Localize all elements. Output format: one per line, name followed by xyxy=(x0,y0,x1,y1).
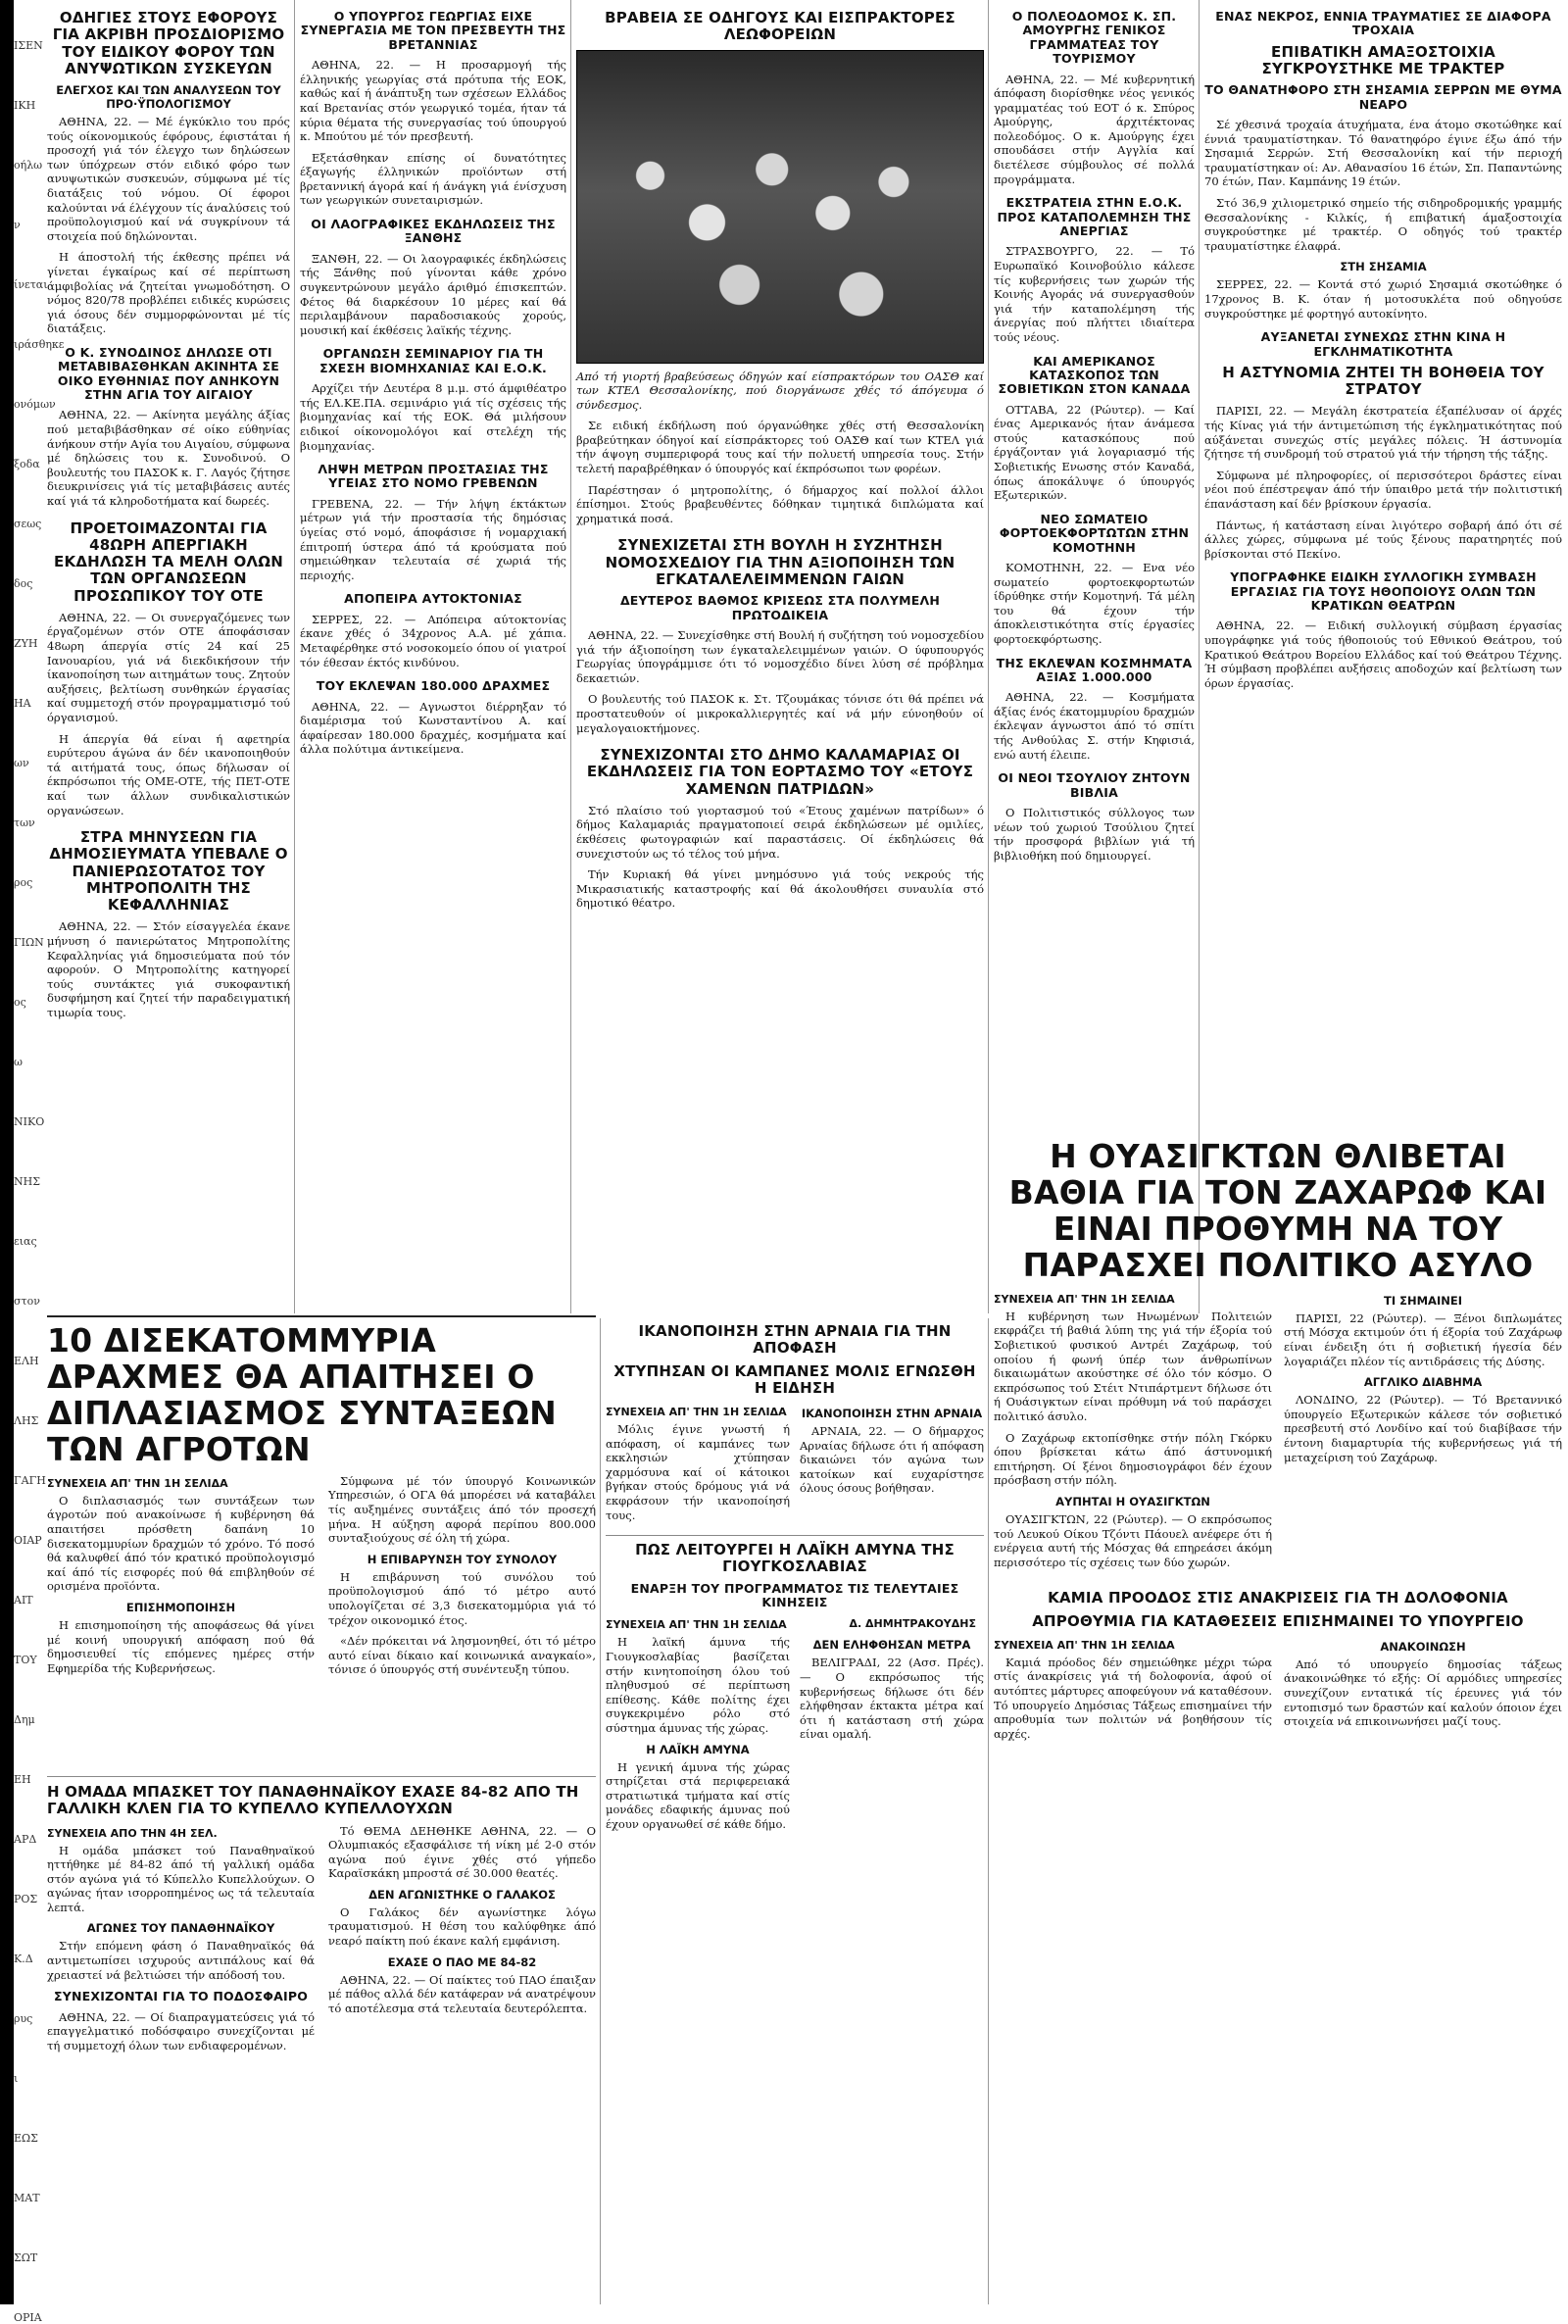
edge-fragment: ΤΟΥ xyxy=(14,1654,37,1666)
headline-china-crime: ΑΥΞΑΝΕΤΑΙ ΣΥΝΕΧΩΣ ΣΤΗΝ ΚΙΝΑ Η ΕΓΚΛΗΜΑΤΙΚΟΤΗΤΑ xyxy=(1260,329,1506,359)
agrotes-col-b xyxy=(328,1474,596,1684)
article-paragraph: Τό ΘΕΜΑ ΔΕΗΘΗΚΕ ΑΘΗΝΑ, 22. — Ο Ολυμπιακός εξασφάλισε τή νίκη μέ 2-0 στόν αγώνα πού έγινε χθές στό γήπεδο Καραϊσκάκη μπροστά σέ 30.000 θεατές. xyxy=(328,1823,596,1881)
article-paragraph: ΑΘΗΝΑ, 22. — Μέ κυβερνητική άπόφαση διορίσθηκε νέος γενικός γραμματέας τού ΕΟΤ ό κ. Σπύρος Αμούργης, άρχιτέκτονας πολεοδόμος. Ο κ. Αμούργης έχει σπουδάσει στήν Αγγλία καί διετέλεσε σύμβουλος σέ πολλά προγράμματα. xyxy=(994,72,1195,186)
continuation-label: ΣΥΝΕΧΕΙΑ ΑΠ' ΤΗΝ 1Η ΣΕΛΙΔΑ xyxy=(994,1638,1175,1652)
headline-courts: ΔΕΥΤΕΡΟΣ ΒΑΘΜΟΣ ΚΡΙΣΕΩΣ ΣΤΑ ΠΟΛΥΜΕΛΗ ΠΡΩΤΟΔΙΚΕΙΑ xyxy=(619,593,941,622)
article-paragraph: ΑΘΗΝΑ, 22. — Στόν είσαγγελέα έκανε μήνυση ό πανιερώτατος Μητροπολίτης Κεφαλληνίας γιά δημοσιεύματα πού τόν αφορούν. Ο Μητροπολίτης κατηγορεί τούς συντάκτες γιά συκοφαντική δυσφήμηση καί ζητεί τήν παραδειγματική τιμωρία τους. xyxy=(47,919,290,1019)
article-paragraph: ΑΘΗΝΑ, 22. — Ειδική συλλογική σύμβαση έργασίας υπογράφηκε γιά τούς ήθοποιούς τού Εθνικού Θεάτρου, τού Κρατικού Θεάτρου Βορείου Ελλάδος καί τού Θεάτρου Τέχνης. Ή σύμβαση προβλέπει αυξήσεις αποδοχών καί βελτίωση των όρων έργασίας. xyxy=(1204,618,1562,690)
arnaia-col-b xyxy=(800,1403,984,1529)
article-paragraph: Καμιά πρόοδος δέν σημειώθηκε μέχρι τώρα στίς άνακρίσεις γιά τή δολοφονία, άφού οί αυτόπτες μάρτυρες αποφεύγουν νά καταθέσουν. Τό υπουργείο Δημόσιας Τάξεως επισημαίνει τήν απροθυμία των πολιτών νά βοηθήσουν τίς αρχές. xyxy=(994,1655,1272,1741)
edge-fragment: Δημ xyxy=(14,1713,35,1726)
edge-fragment: ρος xyxy=(14,876,33,889)
headline-train-tractor: ΕΠΙΒΑΤΙΚΗ ΑΜΑΞΟΣΤΟΙΧΙΑ ΣΥΓΚΡΟΥΣΤΗΚΕ ΜΕ ΤΡΑΚΤΕΡ xyxy=(1261,42,1505,77)
column-rule xyxy=(988,0,989,1313)
headline-jewelry-theft: ΤΗΣ ΕΚΛΕΨΑΝ ΚΟΣΜΗΜΑΤΑ ΑΞΙΑΣ 1.000.000 xyxy=(996,655,1193,684)
edge-fragment: ος xyxy=(14,996,26,1009)
article-paragraph: Σύμφωνα μέ τόν ύπουργό Κοινωνικών Υπηρεσιών, ό ΟΓΑ θά μπορέσει νά καταβάλει τίς αυξημένες συντάξεις άπό τόν προσεχή μήνα. Η αύξηση αφορά περίπου 800.000 συνταξιούχους σέ όλη τή χώρα. xyxy=(328,1473,596,1546)
headline-arnaia: ΙΚΑΝΟΠΟΙΗΣΗ ΣΤΗΝ ΑΡΝΑΙΑ ΓΙΑ ΤΗΝ ΑΠΟΦΑΣΗ xyxy=(638,1322,952,1358)
subhead: ΙΚΑΝΟΠΟΙΗΣΗ ΣΤΗΝ ΑΡΝΑΙΑ xyxy=(801,1407,983,1420)
article-paragraph: Η άπεργία θά είναι ή αφετηρία ευρύτερου άγώνα άν δέν ικανοποιηθούν τά αιτήματά τους, όπως δήλωσαν οί έκπρόσωποι τής ΟΜΕ-ΟΤΕ, τής ΠΕΤ-ΟΤΕ καί των άλλων συνδικαλιστικών οργανώσεων. xyxy=(47,731,290,817)
article-paragraph: ΑΘΗΝΑ, 22. — Οί παίκτες τού ΠΑΟ έπαιξαν μέ πάθος αλλά δέν κατάφεραν νά ανατρέψουν τό αποτέλεσμα στά τελευταία δευτερόλεπτα. xyxy=(328,1972,596,2015)
edge-fragment: ΡΟΣ xyxy=(14,1893,38,1905)
article-paragraph: Ο Πολιτιστικός σύλλογος των νέων τού χωριού Τσούλιου ζητεί τήν προσφορά βιβλίων γιά τή βιβλιοθήκη πού δημιουργεί. xyxy=(994,805,1195,863)
article-paragraph: Η επισημοποίηση τής αποφάσεως θά γίνει μέ κοινή υπουργική απόφαση πού θά δημοσιευθεί τίς επόμενες ημέρες στήν Εφημερίδα τής Κυβερνήσεως. xyxy=(47,1617,315,1675)
article-paragraph: Ο Γαλάκος δέν αγωνίστηκε λόγω τραυματισμού. Η θέση του καλύφθηκε άπό νεαρό παίκτη πού έκανε καλή εμφάνιση. xyxy=(328,1904,596,1949)
subhead: ΑΓΓΛΙΚΟ ΔΙΑΒΗΜΑ xyxy=(1363,1375,1483,1390)
headline-spy-canada: ΚΑΙ ΑΜΕΡΙΚΑΝΟΣ ΚΑΤΑΣΚΟΠΟΣ ΤΩΝ ΣΟΒΙΕΤΙΚΩΝ ΣΤΟΝ ΚΑΝΑΔΑ xyxy=(998,353,1191,397)
headline-actors-contract: ΥΠΟΓΡΑΦΗΚΕ ΕΙΔΙΚΗ ΣΥΛΛΟΓΙΚΗ ΣΥΜΒΑΣΗ ΕΡΓΑΣΙΑΣ ΓΙΑ ΤΟΥΣ ΗΘΟΠΟΙΟΥΣ ΟΛΩΝ ΤΩΝ ΚΡΑΤΙΚΩΝ ΘΕΑΤΡΩΝ xyxy=(1230,569,1537,614)
subhead: ΤΙ ΣΗΜΑΙΝΕΙ xyxy=(1384,1293,1462,1308)
zaharov-story xyxy=(994,1137,1562,2299)
subhead: ΑΝΑΚΟΙΝΩΣΗ xyxy=(1380,1639,1466,1654)
subhead: ΔΕΝ ΑΓΩΝΙΣΤΗΚΕ Ο ΓΑΛΑΚΟΣ xyxy=(368,1887,556,1902)
edge-fragment: ΝΙΚΟ xyxy=(14,1115,45,1128)
author-signature: Δ. ΔΗΜΗΤΡΑΚΟΥΔΗΣ xyxy=(849,1617,976,1631)
headline-suicide-attempt: ΑΠΟΠΕΙΡΑ ΑΥΤΟΚΤΟΝΙΑΣ xyxy=(344,591,522,607)
edge-fragment: ΙΚΗ xyxy=(14,99,36,112)
headline-bells: ΧΤΥΠΗΣΑΝ ΟΙ ΚΑΜΠΑΝΕΣ ΜΟΛΙΣ ΕΓΝΩΣΘΗ Η ΕΙΔΗΣΗ xyxy=(613,1361,976,1397)
article-paragraph: ΑΘΗΝΑ, 22. — Αγνωστοι διέρρηξαν τό διαμέρισμα τού Κωνσταντίνου Α. καί άφαίρεσαν 180.000 δραχμές, κοσμήματα καί άλλα πολύτιμα άντικείμενα. xyxy=(300,699,566,757)
murder-col-b xyxy=(1284,1636,1562,1749)
article-paragraph: ΣΤΡΑΣΒΟΥΡΓΟ, 22. — Τό Ευρωπαϊκό Κοινοβούλιο κάλεσε τίς κυβερνήσεις των χωρών τής Κοινής Αγοράς νά συνεργασθούν γιά τήν καταπολέμηση τής άνεργίας πού πλήττει ιδιαίτερα τούς νέους. xyxy=(994,244,1195,344)
article-paragraph: Μόλις έγινε γνωστή ή απόφαση, οί καμπάνες των εκκλησιών χτύπησαν χαρμόσυνα καί οί κάτοικοι βγήκαν στούς δρόμους γιά νά εκφράσουν τήν ικανοποίησή τους. xyxy=(606,1422,790,1522)
edge-fragment: ω xyxy=(14,1056,23,1068)
article-paragraph: Σέ χθεσινά τροχαία άτυχήματα, ένα άτομο σκοτώθηκε καί έννιά τραυματίστηκαν. Τό θανατηφόρο έγινε έξω άπό τήν Σησαμιά Σερρών. Στή Θεσσαλονίκη καί τήν περιοχή τραυματίστηκαν οί: Αν. Αθανασίου 16 έτών, Σπ. Παπαντώνης 70 έτών, Παν. Καμπάνης 19 έτών. xyxy=(1204,118,1562,189)
sports-col-b xyxy=(328,1824,596,2060)
article-paragraph: Πάντως, ή κατάσταση είναι λιγότερο σοβαρή άπό ότι σέ άλλες χώρες, σύμφωνα μέ τούς ξένους παρατηρητές πού βρίσκονται στό Πεκίνο. xyxy=(1204,518,1562,561)
photo-caption: Από τή γιορτή βραβεύσεως όδηγών καί είσπρακτόρων του ΟΑΣΘ καί των ΚΤΕΛ Θεσσαλονίκης, πού διοργάνωσε χθές τό άπόγευμα ό σύνδεσμος. xyxy=(576,369,984,412)
edge-fragment: ων xyxy=(14,757,29,769)
article-paragraph: Η κυβέρνηση των Ηνωμένων Πολιτειών εκφράζει τή βαθιά λύπη της γιά τήν έξορία τού Σοβιετικού φυσικού Αντρέι Ζαχάρωφ, τού οποίου ή φωνή ύπέρ των άνθρωπίνων δικαιωμάτων ακούστηκε σέ όλο τόν κόσμο. Ο εκπρόσωπος τού Στέιτ Ντιπάρτμεντ δήλωσε ότι ή Ουάσιγκτων είναι πρόθυμη νά τού παράσχει πολιτικό άσυλο. xyxy=(994,1309,1272,1423)
article-paragraph: ΑΘΗΝΑ, 22. — Ακίνητα μεγάλης άξίας πού μεταβιβάσθηκαν σέ οίκο εύθηνίας άνήκουν στήν Αγία του Αιγαίου, σύμφωνα μέ δηλώσεις του κ. Συνοδινού. Ο βουλευτής του ΠΑΣΟΚ κ. Γ. Λαγός ζήτησε διευκρινίσεις γιά τίς μεταβιβάσεις αυτές καί γιά τά κληροδοτήματα καί δωρεές. xyxy=(47,408,290,508)
headline-komotini-union: ΝΕΟ ΣΩΜΑΤΕΙΟ ΦΟΡΤΟΕΚΦΟΡΤΩΤΩΝ ΣΤΗΝ ΚΟΜΟΤΗΝΗ xyxy=(999,511,1190,555)
headline-tourism-secretary: Ο ΠΟΛΕΟΔΟΜΟΣ Κ. ΣΠ. ΑΜΟΥΡΓΗΣ ΓΕΝΙΚΟΣ ΓΡΑΜΜΑΤΕΑΣ ΤΟΥ ΤΟΥΡΙΣΜΟΥ xyxy=(1011,9,1177,67)
arnaia-col-a xyxy=(606,1403,790,1529)
section-rule xyxy=(47,1315,596,1317)
murder-col-a xyxy=(994,1636,1272,1749)
edge-fragment: στον xyxy=(14,1295,40,1308)
edge-fragment: ΑΡΔ xyxy=(14,1833,37,1846)
column-2 xyxy=(300,8,566,1311)
edge-fragment: ΑΙΤ xyxy=(14,1594,33,1607)
headline-football: ΣΥΝΕΧΙΖΟΝΤΑΙ ΓΙΑ ΤΟ ΠΟΔΟΣΦΑΙΡΟ xyxy=(53,1989,309,2004)
headline-accidents: ΕΝΑΣ ΝΕΚΡΟΣ, ΕΝΝΙΑ ΤΡΑΥΜΑΤΙΕΣ ΣΕ ΔΙΑΦΟΡΑ ΤΡΟΧΑΙΑ xyxy=(1215,9,1551,38)
article-paragraph: Η γενική άμυνα τής χώρας στηρίζεται στά περιφερειακά στρατιωτικά τμήματα καί στίς μονάδες εδαφικής άμυνας πού έχουν οργανωθεί σέ κάθε δήμο. xyxy=(606,1759,790,1831)
edge-fragment: ιράσθηκε xyxy=(14,338,65,351)
article-paragraph: ΚΟΜΟΤΗΝΗ, 22. — Ενα νέο σωματείο φορτοεκφορτωτών ίδρύθηκε στήν Κομοτηνή. Τά μέλη του θά έχουν τήν άποκλειστικότητα στίς έργασίες φορτοεκφόρτωσης. xyxy=(994,560,1195,646)
headline-eec-unemployment: ΕΚΣΤΡΑΤΕΙΑ ΣΤΗΝ Ε.Ο.Κ. ΠΡΟΣ ΚΑΤΑΠΟΛΕΜΗΣΗ ΤΗΣ ΑΝΕΡΓΙΑΣ xyxy=(997,195,1192,238)
headline-reluctance: ΑΠΡΟΘΥΜΙΑ ΓΙΑ ΚΑΤΑΘΕΣΕΙΣ ΕΠΙΣΗΜΑΙΝΕΙ ΤΟ ΥΠΟΥΡΓΕΙΟ xyxy=(1032,1611,1524,1630)
article-paragraph: ΠΑΡΙΣΙ, 22. — Μεγάλη έκστρατεία έξαπέλυσαν οί άρχές τής Κίνας γιά τήν άντιμετώπιση τής έγκληματικότητας πού αύξάνεται συνεχώς στίς μεγάλες πόλεις. Ή άστυνομία ζήτησε τή συνδρομή τού στρατού γιά τήν τήρηση τής τάξης. xyxy=(1204,404,1562,462)
edge-fragment: των xyxy=(14,816,35,829)
article-paragraph: Παρέστησαν ό μητροπολίτης, ό δήμαρχος καί πολλοί άλλοι έπίσημοι. Στούς βραβευθέντες δόθηκαν τιμητικά διπλώματα καί χρηματικά ποσά. xyxy=(576,482,984,525)
article-paragraph: Η άποστολή τής έκθεσης πρέπει νά γίνεται έγκαίρως καί σέ περίπτωση άμφιβολίας νά ζητείται γνωμοδότηση. Ο νόμος 820/78 προβλέπει ειδικές κυρώσεις γιά όσους δέν συμμορφώνονται μέ τίς διατάξεις. xyxy=(47,250,290,336)
article-paragraph: Σύμφωνα μέ πληροφορίες, οί περισσότεροι δράστες είναι νέοι πού έπέστρεψαν άπό τήν ύπαιθρο μετά τήν πολιτιστική έπανάσταση καί δέν βρίσκουν έργασία. xyxy=(1204,468,1562,511)
article-paragraph: Η επιβάρυνση τού συνόλου τού προϋπολογισμού άπό τό μέτρο αυτό υπολογίζεται σέ 3,3 δισεκατομμύρια γιά τό τρέχον οικονομικό έτος. xyxy=(328,1569,596,1627)
edge-fragment: ΖΥΗ xyxy=(14,637,38,650)
edge-fragment: Κ.Δ xyxy=(14,1953,33,1965)
headline-grevena-health: ΛΗΨΗ ΜΕΤΡΩΝ ΠΡΟΣΤΑΣΙΑΣ ΤΗΣ ΥΓΕΙΑΣ ΣΤΟ ΝΟΜΟ ΓΡΕΒΕΝΩΝ xyxy=(318,462,549,491)
headline-agriculture-minister: Ο ΥΠΟΥΡΓΟΣ ΓΕΩΡΓΙΑΣ ΕΙΧΕ ΣΥΝΕΡΓΑΣΙΑ ΜΕ ΤΟΝ ΠΡΕΣΒΕΥΤΗ ΤΗΣ ΒΡΕΤΑΝΝΙΑΣ xyxy=(300,9,566,52)
article-paragraph: Ο Ζαχάρωφ εκτοπίσθηκε στήν πόλη Γκόρκυ όπου βρίσκεται κάτω άπό άστυνομική επιτήρηση. Οί ξένοι δημοσιογράφοι δέν έχουν πρόσβαση στήν πόλη. xyxy=(994,1430,1272,1488)
article-paragraph: ΟΤΤΑΒΑ, 22 (Ρώυτερ). — Καί ένας Αμερικανός ήταν άνάμεσα στούς κατασκόπους πού έργάζονταν γιά λογαριασμό τής Σοβιετικής Ενωσης στόν Καναδά, όπως άποκάλυψε ό ύπουργός Εξωτερικών. xyxy=(994,402,1195,503)
article-paragraph: ΒΕΛΙΓΡΑΔΙ, 22 (Ασσ. Πρές). — Ο εκπρόσωπος τής κυβερνήσεως δήλωσε ότι δέν ελήφθησαν έκτακτα μέτρα καί ότι ή κατάσταση στή χώρα είναι ομαλή. xyxy=(800,1656,984,1742)
headline-xanthi: ΟΙ ΛΑΟΓΡΑΦΙΚΕΣ ΕΚΔΗΛΩΣΕΙΣ ΤΗΣ ΞΑΝΘΗΣ xyxy=(311,217,556,246)
article-paragraph: ΑΡΝΑΙΑ, 22. — Ο δήμαρχος Αρναίας δήλωσε ότι ή απόφαση δικαιώνει τόν αγώνα των κατοίκων καί ευχαρίστησε όλους όσους βοήθησαν. xyxy=(800,1424,984,1496)
edge-fragment: ν xyxy=(14,219,21,231)
edge-fragment: ΕΩΣ xyxy=(14,2132,38,2145)
sports-col-a xyxy=(47,1824,315,2060)
subhead: ΑΥΠΗΤΑΙ Η ΟΥΑΣΙΓΚΤΩΝ xyxy=(1055,1494,1210,1508)
headline-zaharov: Η ΟΥΑΣΙΓΚΤΩΝ ΘΛΙΒΕΤΑΙ ΒΑΘΙΑ ΓΙΑ ΤΟΝ ΖΑΧΑΡΩΦ ΚΑΙ ΕΙΝΑΙ ΠΡΟΘΥΜΗ ΝΑ ΤΟΥ ΠΑΡΑΣΧΕΙ ΠΟΛΙΤΙΚΟ ΑΣΥΛΟ xyxy=(1008,1137,1547,1284)
edge-fragment: ονόμων xyxy=(14,398,56,411)
edge-fragment: σεως xyxy=(14,518,42,530)
zaharov-col-a xyxy=(994,1290,1272,1577)
continuation-label: ΣΥΝΕΧΕΙΑ ΑΠ' ΤΗΝ 1Η ΣΕΛΙΔΑ xyxy=(606,1406,787,1418)
headline-metropolitan: ΣΤΡΑ ΜΗΝΥΣΕΩΝ ΓΙΑ ΔΗΜΟΣΙΕΥΜΑΤΑ ΥΠΕΒΑΛΕ Ο ΠΑΝΙΕΡΩΣΟΤΑΤΟΣ ΤΟΥ ΜΗΤΡΟΠΟΛΙΤΗ ΤΗΣ ΚΕΦΑΛΛΗΝΙΑΣ xyxy=(49,828,288,915)
adjacent-page-edge xyxy=(14,0,65,2324)
edge-fragment: ίνεται xyxy=(14,278,48,291)
edge-fragment: ρυς xyxy=(14,2012,33,2025)
section-rule xyxy=(47,1776,596,1777)
headline-ote-strike: ΠΡΟΕΤΟΙΜΑΖΟΝΤΑΙ ΓΙΑ 48ΩΡΗ ΑΠΕΡΓΙΑΚΗ ΕΚΔΗΛΩΣΗ ΤΑ ΜΕΛΗ ΟΛΩΝ ΤΩΝ ΟΡΓΑΝΩΣΕΩΝ ΠΡΟΣΩΠΙΚΟΥ ΤΟΥ ΟΤΕ xyxy=(54,519,283,605)
middle-lower-section xyxy=(606,1321,984,2299)
headline-books: ΟΙ ΝΕΟΙ ΤΣΟΥΛΙΟΥ ΖΗΤΟΥΝ ΒΙΒΛΙΑ xyxy=(998,770,1191,800)
edge-fragment: ΟΡΙΑ xyxy=(14,2311,42,2324)
headline-pensions: 10 ΔΙΣΕΚΑΤΟΜΜΥΡΙΑ ΔΡΑΧΜΕΣ ΘΑ ΑΠΑΙΤΗΣΕΙ Ο ΔΙΠΛΑΣΙΑΣΜΟΣ ΣΥΝΤΑΞΕΩΝ ΤΩΝ ΑΓΡΟΤΩΝ xyxy=(47,1321,557,1468)
article-paragraph: ΑΘΗΝΑ, 22. — Συνεχίσθηκε στή Βουλή ή συζήτηση τού νομοσχεδίου γιά τήν άξιοποίηση των έγκαταλελειμμένων γαιών. Ο ύφυπουργός Γεωργίας ύπογράμμισε ότι τό νομοσχέδιο δίνει λύση σέ πρόβλημα δεκαετιών. xyxy=(576,627,984,685)
page-margin-shadow xyxy=(0,0,14,2304)
headline-sisamia: ΤΟ ΘΑΝΑΤΗΦΟΡΟ ΣΤΗ ΣΗΣΑΜΙΑ ΣΕΡΡΩΝ ΜΕ ΘΥΜΑ ΝΕΑΡΟ xyxy=(1204,82,1562,112)
continuation-label: ΣΥΝΕΧΕΙΑ ΑΠ' ΤΗΝ 1Η ΣΕΛΙΔΑ xyxy=(994,1292,1175,1306)
subhead: ΔΕΝ ΕΛΗΦΘΗΣΑΝ ΜΕΤΡΑ xyxy=(812,1638,971,1653)
headline-synodinos: Ο Κ. ΣΥΝΟΔΙΝΟΣ ΔΗΛΩΣΕ ΟΤΙ ΜΕΤΑΒΙΒΑΣΘΗΚΑΝ ΑΚΙΝΗΤΑ ΣΕ ΟΙΚΟ ΕΥΘΗΝΙΑΣ ΠΟΥ ΑΝΗΚΟΥΝ ΣΤΗΝ ΑΓΙΑ ΤΟΥ ΑΙΓΑΙΟΥ xyxy=(57,344,280,403)
article-paragraph: Εξετάσθηκαν επίσης οί δυνατότητες έξαγωγής έλληνικών προϊόντων στή βρεταννική άγορά καί ή άνάγκη γιά ένίσχυση των γεωργικών συνεταιρισμών. xyxy=(300,150,566,208)
column-rule xyxy=(988,1318,989,2304)
edge-fragment: ΜΑΤ xyxy=(14,2192,40,2204)
article-paragraph: ΣΕΡΡΕΣ, 22. — Κοντά στό χωριό Σησαμιά σκοτώθηκε ό 17χρονος Β. Κ. όταν ή μοτοσυκλέτα πού οδηγούσε συγκρούστηκε μέ φορτηγό αυτοκίνητο. xyxy=(1204,277,1562,321)
edge-fragment: ΗΑ xyxy=(14,697,31,710)
article-paragraph: ΑΘΗΝΑ, 22. — Κοσμήματα άξίας ένός έκατομμυρίου δραχμών έκλεψαν άγνωστοι άπό τό σπίτι τής Ανθούλας Σ. στήν Κηφισιά, ενώ αυτή έλειπε. xyxy=(994,690,1195,762)
column-rule xyxy=(600,1318,601,2304)
edge-fragment: ΟΙΑΡ xyxy=(14,1534,42,1547)
article-paragraph: ΟΥΑΣΙΓΚΤΩΝ, 22 (Ρώυτερ). — Ο εκπρόσωπος τού Λευκού Οίκου Τζόντι Πάουελ ανέφερε ότι ή ενέργεια αυτή τής Μόσχας θά επηρεάσει άκόμη περισσότερο τίς σχέσεις των δύο χωρών. xyxy=(994,1511,1272,1569)
edge-fragment: ΓΑΓΗ xyxy=(14,1474,46,1487)
column-1 xyxy=(47,8,290,1311)
headline-yugoslavia-defense: ΠΩΣ ΛΕΙΤΟΥΡΓΕΙ Η ΛΑΪΚΗ ΑΜΥΝΑ ΤΗΣ ΓΙΟΥΓΚΟΣΛΑΒΙΑΣ xyxy=(635,1541,955,1576)
article-paragraph: Αρχίζει τήν Δευτέρα 8 μ.μ. στό άμφιθέατρο τής ΕΛ.ΚΕ.ΠΑ. σεμινάριο γιά τίς σχέσεις τής βιομηχανίας καί τής ΕΟΚ. Θά μιλήσουν ειδικοί οίκονομολόγοι καί στελέχη τής βιομηχανίας. xyxy=(300,381,566,453)
headline-bus-awards: ΒΡΑΒΕΙΑ ΣΕ ΟΔΗΓΟΥΣ ΚΑΙ ΕΙΣΠΡΑΚΤΟΡΕΣ ΛΕΩΦΟΡΕΙΩΝ xyxy=(605,9,956,44)
headline-panathinaikos: Η ΟΜΑΔΑ ΜΠΑΣΚΕΤ ΤΟΥ ΠΑΝΑΘΗΝΑΪΚΟΥ ΕΧΑΣΕ 84-82 ΑΠΟ ΤΗ ΓΑΛΛΙΚΗ ΚΛΕΝ ΓΙΑ ΤΟ ΚΥΠΕΛΛΟ ΚΥΠΕΛΛΟΥΧΩΝ xyxy=(47,1783,579,1818)
edge-fragment: ΓΙΩΝ xyxy=(14,936,44,949)
article-paragraph: Η ομάδα μπάσκετ τού Παναθηναϊκού ηττήθηκε μέ 84-82 άπό τή γαλλική ομάδα στόν αγώνα γιά τό Κύπελλο Κυπελλούχων. Ο αγώνας ήταν ισορροπημένος ως τά τελευταία λεπτά. xyxy=(47,1843,315,1914)
continuation-label: ΣΥΝΕΧΕΙΑ ΑΠ' ΤΗΝ 1Η ΣΕΛΙΔΑ xyxy=(47,1476,228,1490)
edge-fragment: ΛΗΣ xyxy=(14,1414,39,1427)
column-4 xyxy=(994,8,1195,1311)
edge-fragment: ξοδα xyxy=(14,458,40,470)
article-paragraph: Η λαϊκή άμυνα τής Γιουγκοσλαβίας βασίζεται στήν κινητοποίηση όλου τού πληθυσμού σέ περίπτωση επίθεσης. Κάθε πολίτης έχει συγκεκριμένο ρόλο στό σύστημα άμυνας τής χώρας. xyxy=(606,1635,790,1735)
headline-theft: ΤΟΥ ΕΚΛΕΨΑΝ 180.000 ΔΡΑΧΜΕΣ xyxy=(316,678,551,694)
article-paragraph: Από τό υπουργείο δημοσίας τάξεως άνακοινώθηκε τό εξής: Οί αρμόδιες υπηρεσίες συνεχίζουν εντατικά τίς έρευνες γιά τόν εντοπισμό των δραστών καί καλούν όποιον έχει στοιχεία νά επικοινωνήσει μαζί τους. xyxy=(1284,1656,1562,1729)
subhead: Η ΛΑΪΚΗ ΑΜΥΝΑ xyxy=(646,1742,750,1756)
edge-fragment: ΣΩΤ xyxy=(14,2251,38,2264)
article-paragraph: Στό πλαίσιο τού γιορτασμού τού «Έτους χαμένων πατρίδων» ό δήμος Καλαμαριάς πραγματοποιεί σειρά έκδηλώσεων μέ ομιλίες, έκθέσεις φωτογραφιών καί παραστάσεις. Οί έκδηλώσεις θά συνεχιστούν ως τό τέλος τού μήνα. xyxy=(576,803,984,861)
continuation-label: ΣΥΝΕΧΕΙΑ ΑΠΟ ΤΗΝ 4Η ΣΕΛ. xyxy=(47,1826,218,1840)
article-paragraph: Ο διπλασιασμός των συντάξεων των άγροτών πού ανακοίνωσε ή κυβέρνηση θά απαιτήσει πρόσθετη δαπάνη 10 δισεκατομμυρίων δραχμών τό χρόνο. Τό ποσό θά καλυφθεί άπό τόν κρατικό προϋπολογισμό καί άπό τίς εισφορές πού θά επιβληθούν σέ ορισμένα προϊόντα. xyxy=(47,1493,315,1594)
yugo-col-a xyxy=(606,1615,790,1838)
article-paragraph: ΓΡΕΒΕΝΑ, 22. — Τήν λήψη έκτάκτων μέτρων γιά τήν προστασία τής δημόσιας ύγείας στό νομό, άποφάσισε ή νομαρχιακή έπιτροπή ύστερα άπό τά κρούσματα πού σημειώθηκαν τελευταία σέ χωριά τής περιοχής. xyxy=(300,496,566,582)
agrotes-story xyxy=(47,1321,596,1772)
headline-seminar: ΟΡΓΑΝΩΣΗ ΣΕΜΙΝΑΡΙΟΥ ΓΙΑ ΤΗ ΣΧΕΣΗ ΒΙΟΜΗΧΑΝΙΑΣ ΚΑΙ Ε.Ο.Κ. xyxy=(319,346,547,375)
article-paragraph: ΣΕΡΡΕΣ, 22. — Απόπειρα αύτοκτονίας έκανε χθές ό 34χρονος Α.Α. μέ χάπια. Μεταφέρθηκε στό νοσοκομείο όπου οί γιατροί τόν έθεσαν έκτός κινδύνου. xyxy=(300,612,566,669)
article-paragraph: ΑΘΗΝΑ, 22. — Μέ έγκύκλιο του πρός τούς οίκονομικούς έφόρους, έφιστάται ή προσοχή γιά τόν έλεγχο των δηλώσεων των ύπόχρεων στόν ειδικό φόρο των ανυψωτικών συσκευών, σύμφωνα μέ τίς διατάξεις τού νόμου. Οί έφοροι καλούνται νά έλέγχουν τίς άναλύσεις τού προϋπολογισμού καί νά συγκρίνουν τά στοιχεία πού δηλώνονται. xyxy=(47,115,290,243)
headline-tax-devices: ΟΔΗΓΙΕΣ ΣΤΟΥΣ ΕΦΟΡΟΥΣ ΓΙΑ ΑΚΡΙΒΗ ΠΡΟΣΔΙΟΡΙΣΜΟ ΤΟΥ ΕΙΔΙΚΟΥ ΦΟΡΟΥ ΤΩΝ ΑΝΥΨΩΤΙΚΩΝ ΣΥΣΚΕΥΩΝ xyxy=(52,9,285,77)
subhead: Η ΕΠΙΒΑΡΥΝΣΗ ΤΟΥ ΣΥΝΟΛΟΥ xyxy=(367,1552,558,1566)
article-paragraph: «Δέν πρόκειται νά λησμονηθεί, ότι τό μέτρο αυτό είναι δίκαιο καί κοινωνικά αναγκαίο», τόνισε ό ύπουργός στή συνέντευξη τύπου. xyxy=(328,1634,596,1677)
section-rule xyxy=(606,1535,984,1536)
headline-kalamaria: ΣΥΝΕΧΙΖΟΝΤΑΙ ΣΤΟ ΔΗΜΟ ΚΑΛΑΜΑΡΙΑΣ ΟΙ ΕΚΔΗΛΩΣΕΙΣ ΓΙΑ ΤΟΝ ΕΟΡΤΑΣΜΟ ΤΟΥ «ΕΤΟΥΣ ΧΑΜΕΝΩΝ ΠΑΤΡΙΔΩΝ» xyxy=(586,746,974,798)
headline-police-army: Η ΑΣΤΥΝΟΜΙΑ ΖΗΤΕΙ ΤΗ ΒΟΗΘΕΙΑ ΤΟΥ ΣΤΡΑΤΟΥ xyxy=(1222,363,1544,399)
edge-fragment: δος xyxy=(14,577,33,590)
article-paragraph: Στό 36,9 χιλιομετρικό σημείο τής σιδηροδρομικής γραμμής Θεσσαλονίκης - Κιλκίς, ή επιβατική άμαξοστοιχία συγκρούστηκε μέ τρακτέρ. Ο οδηγός τού τρακτέρ τραυματίστηκε έλαφρά. xyxy=(1204,195,1562,253)
edge-fragment: οήλω xyxy=(14,159,43,172)
subhead: ΣΤΗ ΣΗΣΑΜΙΑ xyxy=(1340,260,1427,274)
article-paragraph: Ο βουλευτής τού ΠΑΣΟΚ κ. Στ. Τζουμάκας τόνισε ότι θά πρέπει νά προστατευθούν οί μικροκαλλιεργητές καί νά μήν εύνοηθούν οί μεγαλογαιοκτήμονες. xyxy=(576,692,984,735)
article-paragraph: ΑΘΗΝΑ, 22. — Οι συνεργαζόμενες των έργαζομένων στόν ΟΤΕ άποφάσισαν 48ωρη άπεργία στίς 24 καί 25 Ιανουαρίου, γιά νά διεκδικήσουν τήν ίκανοποίηση των αιτημάτων τους. Ζητούν αυξήσεις, βελτίωση συνθηκών έργασίας καί συμμετοχή στόν προγραμματισμό τού όργανισμού. xyxy=(47,610,290,724)
yugo-col-b xyxy=(800,1615,984,1838)
agrotes-col-a xyxy=(47,1474,315,1684)
column-rule xyxy=(294,0,295,1313)
subhead-budget: ΕΛΕΓΧΟΣ ΚΑΙ ΤΩΝ ΑΝΑΛΥΣΕΩΝ ΤΟΥ ΠΡΟ·ΫΠΟΛΟΓΙΣΜΟΥ xyxy=(56,83,281,111)
column-rule xyxy=(1199,0,1200,1313)
subhead: ΑΓΩΝΕΣ ΤΟΥ ΠΑΝΑΘΗΝΑΪΚΟΥ xyxy=(86,1921,275,1936)
article-paragraph: ΞΑΝΘΗ, 22. — Οι λαογραφικές έκδηλώσεις τής Ξάνθης πού γίνονται κάθε χρόνο συγκεντρώνουν μεγάλο άριθμό έπισκεπτών. Φέτος θά διαρκέσουν 10 μέρες καί θά περιλαμβάνουν παραδοσιακούς χορούς, μουσική καί έκθέσεις λαϊκής τέχνης. xyxy=(300,251,566,337)
headline-murder-investigation: ΚΑΜΙΑ ΠΡΟΟΔΟΣ ΣΤΙΣ ΑΝΑΚΡΙΣΕΙΣ ΓΙΑ ΤΗ ΔΟΛΟΦΟΝΙΑ xyxy=(1048,1589,1508,1607)
article-paragraph: Στήν επόμενη φάση ό Παναθηναϊκός θά αντιμετωπίσει ισχυρούς αντιπάλους καί θά χρειαστεί νά βελτιώσει τήν απόδοσή του. xyxy=(47,1939,315,1982)
edge-fragment: ΕΗ xyxy=(14,1773,31,1786)
article-paragraph: ΛΟΝΔΙΝΟ, 22 (Ρώυτερ). — Τό Βρεταννικό ύπουργείο Εξωτερικών κάλεσε τόν σοβιετικό πρεσβευτή στό Λονδίνο καί τού διαβίβασε τήν έντονη διαμαρτυρία τής κυβερνήσεως γιά τή μεταχείριση τού Ζαχάρωφ. xyxy=(1284,1393,1562,1464)
subhead: ΕΧΑΣΕ Ο ΠΑΟ ΜΕ 84-82 xyxy=(387,1954,537,1969)
subhead: ΕΠΙΣΗΜΟΠΟΙΗΣΗ xyxy=(125,1600,236,1614)
sports-section xyxy=(47,1782,596,2299)
headline-parliament-land: ΣΥΝΕΧΙΖΕΤΑΙ ΣΤΗ ΒΟΥΛΗ Η ΣΥΖΗΤΗΣΗ ΝΟΜΟΣΧΕΔΙΟΥ ΓΙΑ ΤΗΝ ΑΞΙΟΠΟΙΗΣΗ ΤΩΝ ΕΓΚΑΤΑΛΕΛΕΙΜΜΕΝΩΝ ΓΑΙΩΝ xyxy=(605,536,956,588)
article-paragraph: ΑΘΗΝΑ, 22. — Οί διαπραγματεύσεις γιά τό επαγγελματικό ποδόσφαιρο συνεχίζονται μέ τή συμμετοχή όλων των ενδιαφερομένων. xyxy=(47,2009,315,2052)
article-paragraph: ΠΑΡΙΣΙ, 22 (Ρώυτερ). — Ξένοι διπλωμάτες στή Μόσχα εκτιμούν ότι ή έξορία τού Ζαχάρωφ είναι ένδειξη ότι ή σοβιετική ήγεσία δέν λογαριάζει πλέον τίς αντιδράσεις τής Δύσης. xyxy=(1284,1310,1562,1368)
edge-fragment: ΕΛΗ xyxy=(14,1355,39,1367)
headline-program: ΕΝΑΡΞΗ ΤΟΥ ΠΡΟΓΡΑΜΜΑΤΟΣ ΤΙΣ ΤΕΛΕΥΤΑΙΕΣ ΚΙΝΗΣΕΙΣ xyxy=(630,1580,959,1610)
edge-fragment: ειας xyxy=(14,1235,37,1248)
column-3 xyxy=(576,8,984,1311)
continuation-label: ΣΥΝΕΧΕΙΑ ΑΠ' ΤΗΝ 1Η ΣΕΛΙΔΑ xyxy=(606,1618,787,1632)
column-5 xyxy=(1204,8,1562,1135)
edge-fragment: ΝΗΣ xyxy=(14,1175,40,1188)
article-paragraph: ΑΘΗΝΑ, 22. — Η προσαρμογή τής έλληνικής γεωργίας στά πρότυπα τής ΕΟΚ, καθώς καί ή άνάπτυξη των σχέσεων Ελλάδος καί Βρετανίας στόν γεωργικό τομέα, ήταν τά κύρια θέματα τής συνεργασίας τού ύπουργού κ. Μπούτου μέ τόν πρεσβευτή. xyxy=(300,58,566,144)
photo-awards-ceremony xyxy=(576,50,984,364)
edge-fragment: ι xyxy=(14,2072,19,2085)
edge-fragment: ΙΣΕΝ xyxy=(14,39,43,52)
article-paragraph: Τήν Κυριακή θά γίνει μνημόσυνο γιά τούς νεκρούς τής Μικρασιατικής καταστροφής καί θά άκολουθήσει συναυλία στό δημοτικό θέατρο. xyxy=(576,867,984,911)
zaharov-col-b xyxy=(1284,1290,1562,1577)
column-rule xyxy=(570,0,571,1313)
article-paragraph: Σε ειδική έκδήλωση πού όργανώθηκε χθές στή Θεσσαλονίκη βραβεύτηκαν όδηγοί καί είσπράκτορες τού ΟΑΣΘ καί των ΚΤΕΛ γιά τήν άψογη συμπεριφορά τους καί τήν πολυετή υπηρεσία τους. Στήν τελετή παραβρέθηκαν ό ύπουργός καί έκπρόσωποι των φορέων. xyxy=(576,419,984,476)
